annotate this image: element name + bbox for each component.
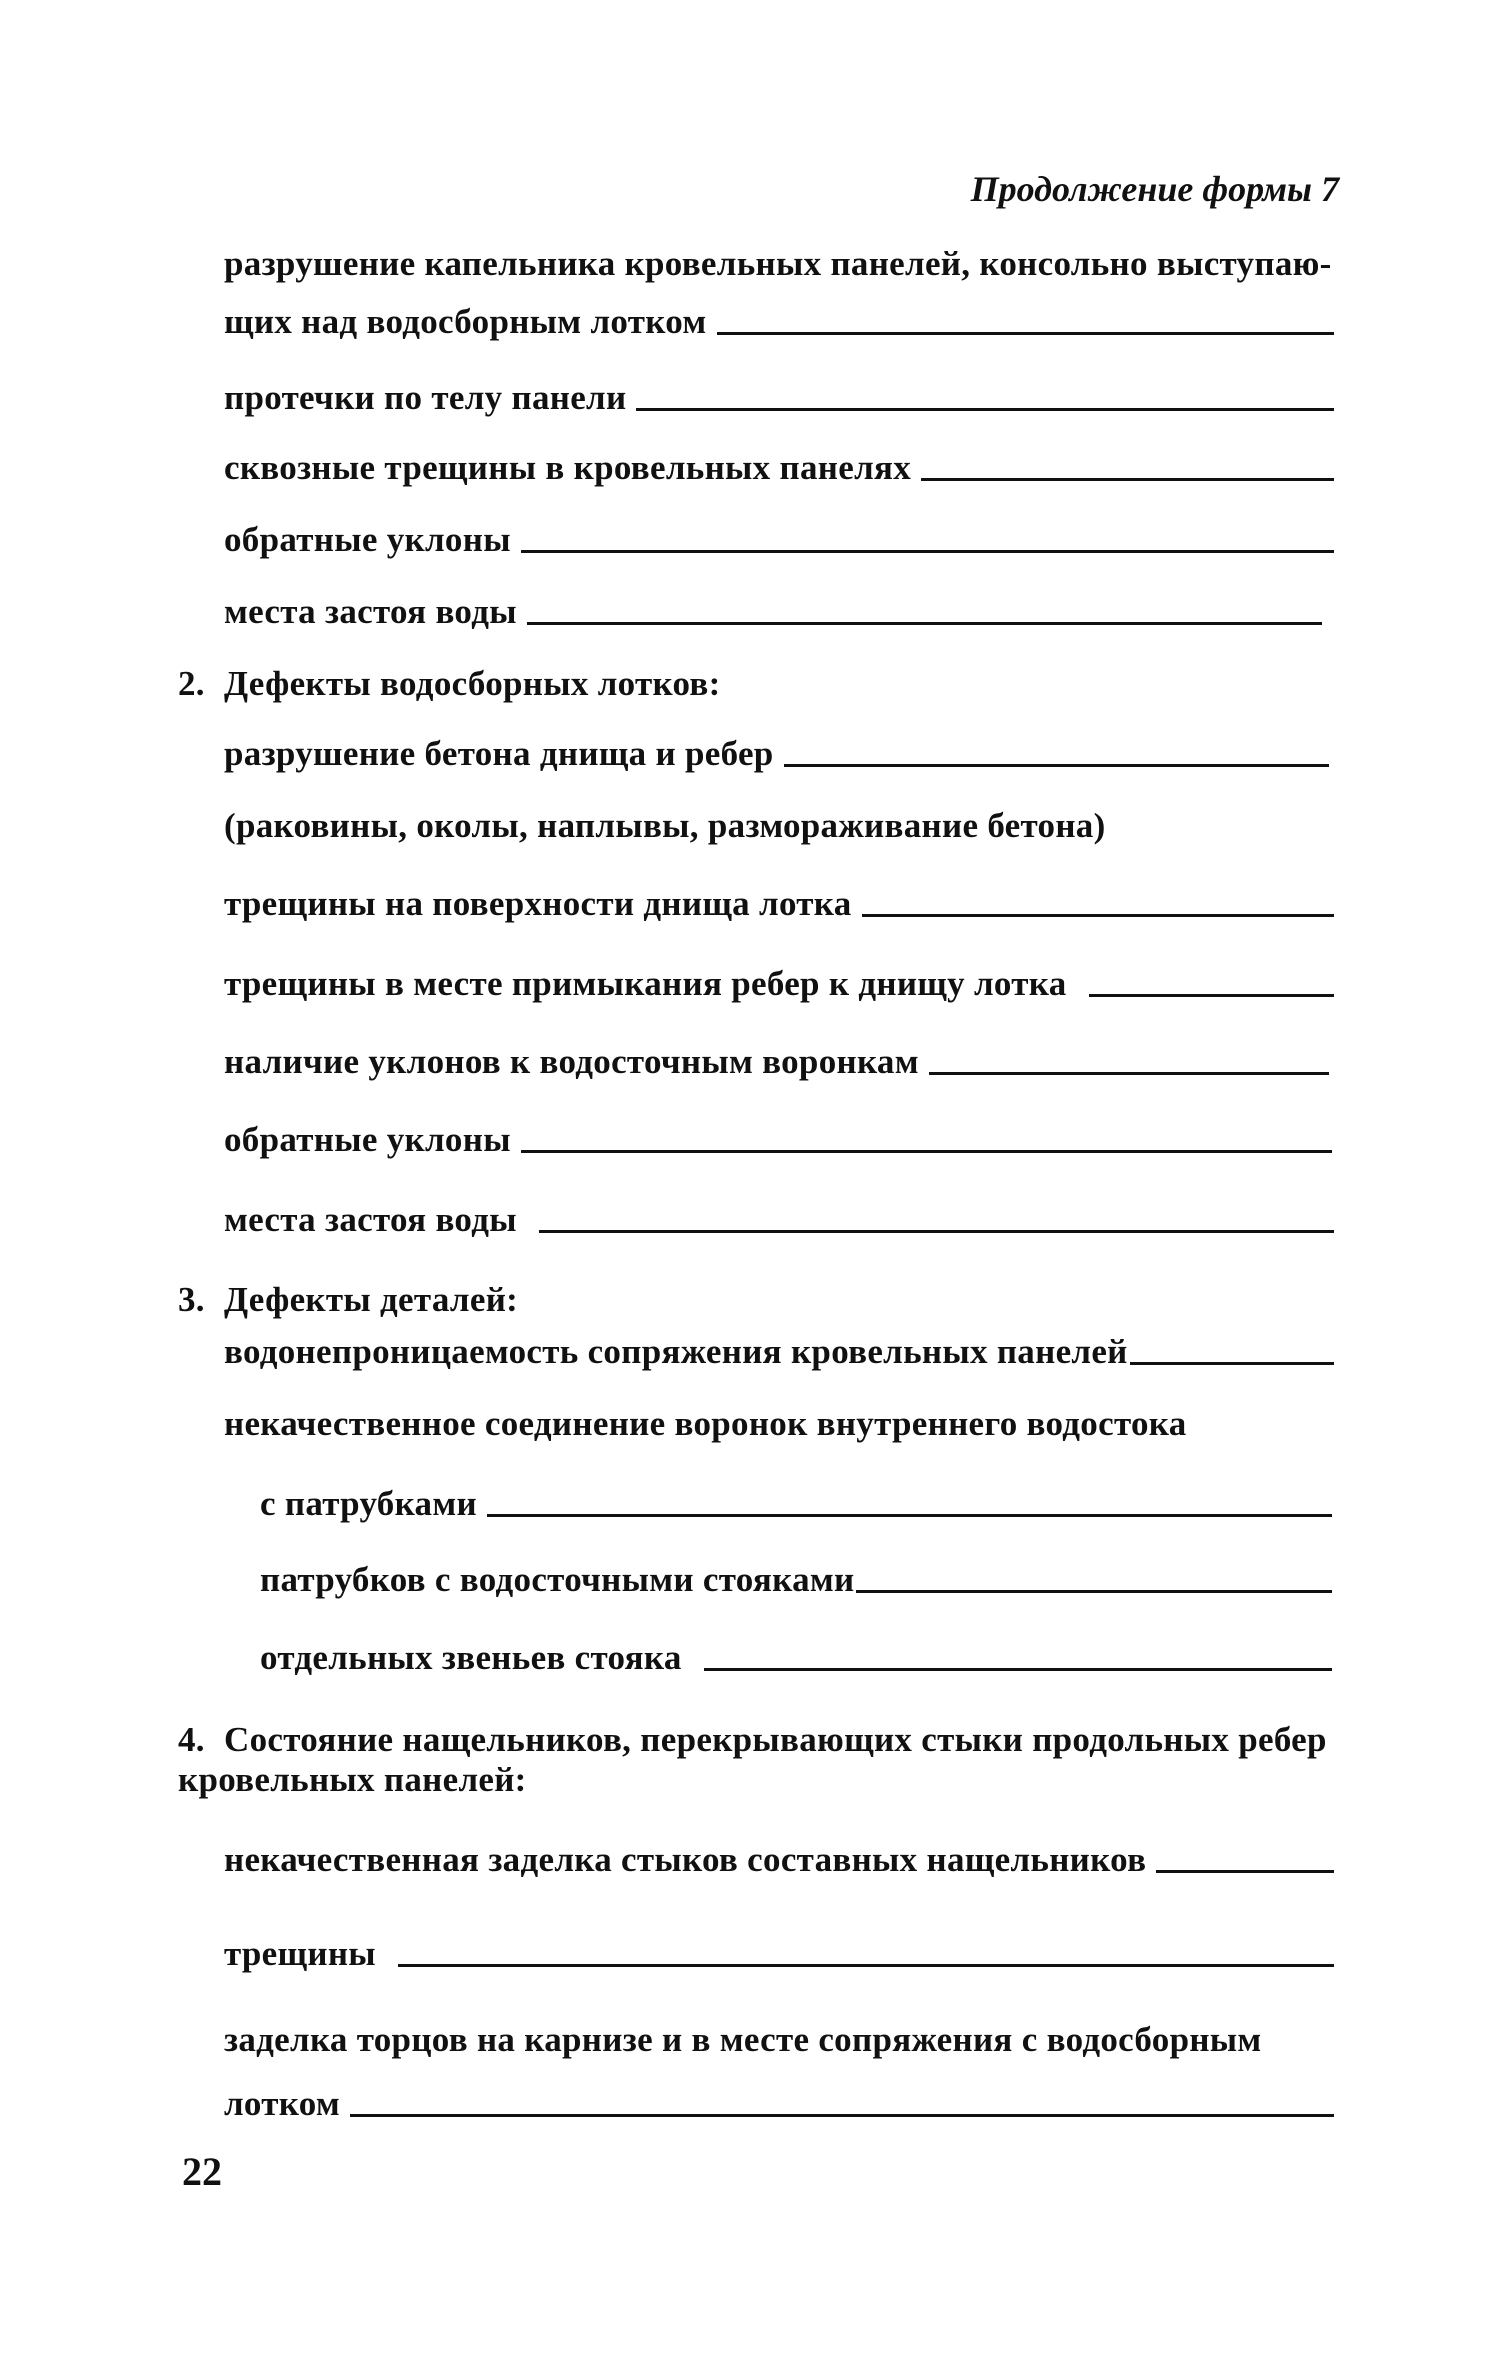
through-cracks-field: [224, 448, 1334, 488]
fill-line: [921, 478, 1334, 481]
section-2-heading: [178, 664, 721, 704]
fill-line: [1089, 994, 1334, 997]
fill-line: [527, 622, 1322, 625]
capelnik-destruction-label: щих над водосборным лотком: [224, 302, 707, 341]
tray-water-stagnation-field: [224, 1200, 1334, 1240]
tray-reverse-slopes-field: [224, 1120, 1332, 1160]
funnel-pipes-label: с патрубками: [260, 1484, 477, 1523]
fill-line: [398, 1964, 1334, 1967]
fill-line: [862, 914, 1334, 917]
form-continuation-header: Продолжение формы 7: [970, 169, 1339, 209]
riser-links-label: отдельных звеньев стояка: [260, 1638, 682, 1677]
fill-line: [350, 2114, 1334, 2117]
cover-cracks-label: трещины: [224, 1934, 376, 1973]
panel-leak-field: [224, 378, 1334, 418]
funnel-slopes-field: [224, 1042, 1329, 1082]
cover-cracks-field: [224, 1934, 1334, 1974]
fill-line: [856, 1590, 1332, 1593]
tray-water-stagnation-label: места застоя воды: [224, 1200, 517, 1239]
poor-funnel-connection-text: некачественное соединение воронок внутреннего водостока: [224, 1404, 1187, 1443]
fill-line: [521, 1150, 1332, 1153]
rib-junction-cracks-label: трещины в месте примыкания ребер к днищу лотка: [224, 964, 1067, 1003]
concrete-destruction-label: разрушение бетона днища и ребер: [224, 734, 774, 773]
funnel-slopes-label: наличие уклонов к водосточным воронкам: [224, 1042, 919, 1081]
section-2-number: 2.: [178, 664, 205, 703]
capelnik-destruction-field: [224, 302, 1334, 342]
section-3-number: 3.: [178, 1280, 205, 1319]
bottom-surface-cracks-label: трещины на поверхности днища лотка: [224, 884, 852, 923]
page-number: 22: [182, 2149, 222, 2194]
fill-line: [487, 1514, 1332, 1517]
fill-line: [784, 764, 1329, 767]
bottom-surface-cracks-field: [224, 884, 1334, 924]
fill-line: [717, 332, 1334, 335]
section-2-title: Дефекты водосборных лотков:: [224, 664, 721, 703]
rib-junction-cracks-field: [224, 964, 1334, 1004]
panel-joint-watertightness-label: водонепроницаемость сопряжения кровельных панелей: [224, 1332, 1128, 1371]
funnel-pipes-field: [260, 1484, 1332, 1524]
reverse-slopes-field: [224, 520, 1334, 560]
section-4-number: 4.: [178, 1720, 205, 1759]
pipe-riser-label: патрубков с водосточными стояками: [260, 1560, 855, 1599]
panel-leak-label: протечки по телу панели: [224, 378, 627, 417]
section-3-title: Дефекты деталей:: [224, 1280, 519, 1319]
reverse-slopes-label: обратные уклоны: [224, 520, 511, 559]
end-sealing-text: заделка торцов на карнизе и в месте сопряжения с водосборным: [224, 2020, 1262, 2059]
water-stagnation-field: [224, 592, 1322, 632]
panel-joint-watertightness-field: [224, 1332, 1334, 1372]
concrete-destruction-field: [224, 734, 1329, 774]
fill-line: [539, 1230, 1334, 1233]
section-4-title: Состояние нащельников, перекрывающих стыки продольных ребер кровельных панелей:: [178, 1720, 1327, 1800]
section-3-heading: [178, 1280, 518, 1320]
section-4-heading: [178, 1720, 1338, 1801]
cover-joint-sealing-field: [224, 1840, 1334, 1880]
fill-line: [1130, 1362, 1334, 1365]
fill-line: [929, 1072, 1329, 1075]
end-sealing-field: [224, 2084, 1334, 2124]
riser-links-field: [260, 1638, 1332, 1678]
water-stagnation-label: места застоя воды: [224, 592, 517, 631]
fill-line: [704, 1668, 1332, 1671]
fill-line: [636, 408, 1334, 411]
end-sealing-label: лотком: [224, 2084, 341, 2123]
fill-line: [1156, 1870, 1334, 1873]
pipe-riser-field: [260, 1560, 1332, 1600]
concrete-destruction-note: (раковины, околы, наплывы, размораживание бетона): [224, 806, 1106, 845]
cover-joint-sealing-label: некачественная заделка стыков составных нащельников: [224, 1840, 1147, 1879]
tray-reverse-slopes-label: обратные уклоны: [224, 1120, 511, 1159]
through-cracks-label: сквозные трещины в кровельных панелях: [224, 448, 912, 487]
fill-line: [521, 550, 1334, 553]
capelnik-destruction-text: разрушение капельника кровельных панелей, консольно выступаю-: [224, 244, 1332, 283]
